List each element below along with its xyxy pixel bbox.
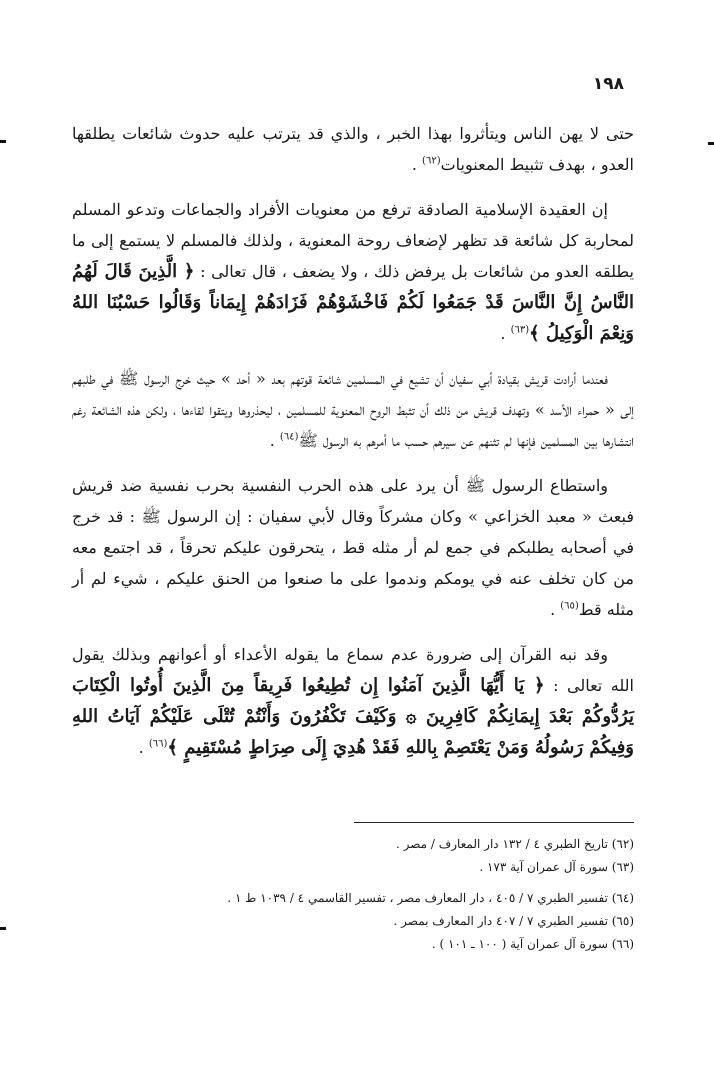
paragraph-end: . [269, 431, 280, 450]
footnote-62: (٦٢) تاريخ الطبري ٤ / ١٣٢ دار المعارف / مصر . [396, 837, 634, 851]
paragraph-text: وقد نبه القرآن إلى ضرورة عدم سماع ما يقوله الأعداء أو أعوانهم وبذلك يقول الله تعالى : [72, 645, 634, 695]
paragraph-4 [72, 470, 634, 625]
paragraph-5 [72, 639, 634, 763]
body-text [72, 118, 634, 777]
quran-verse: ﴿ يَا أَيُّهَا الَّذِينَ آمَنُوا إِن تُطِيعُوا فَرِيقاً مِنَ الَّذِينَ أُوتُوا الْكِتَابَ يَرُدُّوكُمْ بَعْدَ إِيمَانِكُمْ كَافِرِينَ ۞ وَكَيْفَ تَكْفُرُونَ وَأَنْتُمْ تُتْلَى عَلَيْكُمْ آيَاتُ اللهِ وَفِيكُمْ رَسُولُهُ وَمَنْ يَعْتَصِمْ بِاللهِ فَقَدْ هُدِيَ إِلَى صِرَاطٍ مُسْتَقِيمٍ ﴾ [72, 675, 634, 758]
paragraph-end: . [550, 600, 561, 619]
paragraph-text: واستطاع الرسول ﷺ أن يرد على هذه الحرب النفسية بحرب نفسية ضد قريش فبعث « معبد الخزاعي » وكان مشركاً وقال لأبي سفيان : إن الرسول ﷺ : قد خرج في أصحابه يطلبكم في جمع لم أر مثله قط ، يتحرقون عليكم تحرقاً ، قد اجتمع معه من كان تخلف عنه في يومكم وندموا على ما صنعوا من الحنق عليكم ، شيء لم أر مثله قط [72, 476, 634, 619]
scan-edge-mark [708, 142, 714, 145]
quran-verse: ﴿ الَّذِينَ قَالَ لَهُمُ النَّاسُ إِنَّ النَّاسَ قَدْ جَمَعُوا لَكُمْ فَاخْشَوْهُمْ فَزَادَهُمْ إِيمَاناً وَقَالُوا حَسْبُنَا اللهُ وَنِعْمَ الْوَكِيلُ ﴾ [72, 261, 634, 344]
footnote-66: (٦٦) سورة آل عمران آية ( ١٠٠ ـ ١٠١ ) . [431, 937, 634, 951]
paragraph-end: . [411, 155, 423, 174]
page-number: ١٩٨ [592, 74, 624, 94]
paragraph-2 [72, 194, 634, 349]
paragraph-text: حتى لا يهن الناس ويتأثروا بهذا الخبر ، والذي قد يترتب عليه حدوث شائعات يطلقها العدو ، بهدف تثبيط المعنويات [72, 124, 634, 174]
footnotes [72, 833, 634, 956]
footnote-divider [354, 822, 634, 823]
scan-edge-mark [0, 927, 6, 930]
footnote-65: (٦٥) تفسير الطبري ٧ / ٤٠٧ دار المعارف بمصر . [393, 914, 634, 928]
paragraph-text: فعندما أرادت قريش بقيادة أبي سفيان أن تشيع في المسلمين شائعة قوتهم بعد « أحد » حيث خرج الرسول ﷺ في طلبهم إلى « حمراء الأسد » وتهدف قريش من ذلك أن تثبط الروح المعنوية للمسلمين ، ليحذروها ويتقوا لقاءها ، ولكن هذه الشائعة رغم انتشارها بين المسلمين فإنها لم تثنهم عن سيرهم حسب ما أمرهم به الرسول ﷺ [72, 369, 634, 450]
paragraph-text: إن العقيدة الإسلامية الصادقة ترفع من معنويات الأفراد والجماعات وتدعو المسلم لمحاربة كل شائعة قد تظهر لإضعاف روحة المعنوية ، ولذلك فالمسلم لا يستمع إلى ما يطلقه العدو من شائعات بل يرفض ذلك ، ولا يضعف ، قال تعالى : [72, 200, 635, 281]
footnote-ref: (٦٤) [279, 431, 299, 443]
footnote-ref: (٦٥) [560, 600, 579, 612]
paragraph-end: . [500, 324, 511, 343]
paragraph-end: . [138, 738, 149, 757]
footnote-63: (٦٣) سورة آل عمران آية ١٧٣ . [479, 860, 634, 874]
footnote-ref: (٦٢) [422, 155, 441, 167]
scan-edge-mark [0, 140, 6, 143]
footnote-ref: (٦٣) [510, 324, 530, 336]
footnote-64: (٦٤) تفسير الطبري ٧ / ٤٠٥ ، دار المعارف مصر ، تفسير القاسمي ٤ / ١٠٣٩ ط ١ . [227, 891, 634, 905]
paragraph-1 [72, 118, 634, 180]
paragraph-3 [72, 363, 634, 456]
footnote-ref: (٦٦) [148, 738, 168, 750]
